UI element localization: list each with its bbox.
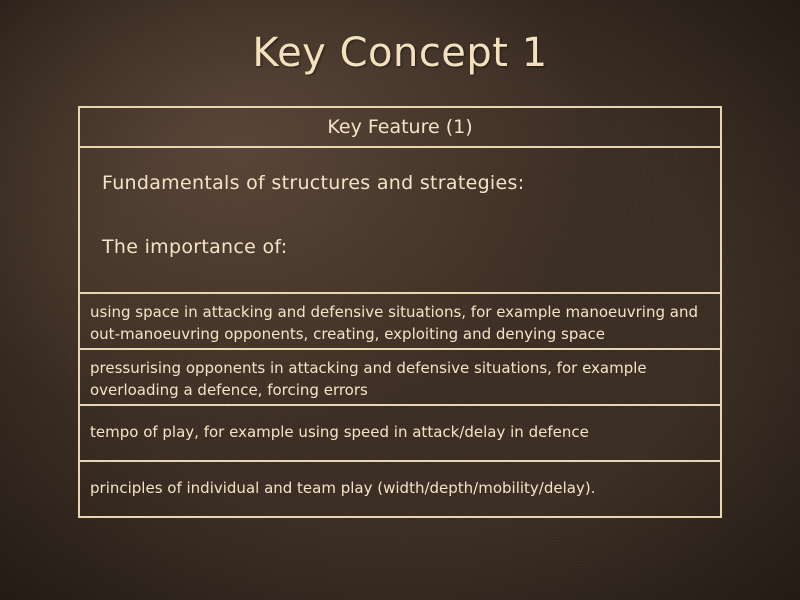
table-row-tempo: tempo of play, for example using speed in attack/delay in defence [80,406,720,462]
intro-cell [80,148,720,294]
table-header: Key Feature (1) [80,108,720,148]
table-row-pressurising: pressurising opponents in attacking and defensive situations, for example overloading a defence, forcing errors [80,350,720,406]
table-row-principles: principles of individual and team play (width/depth/mobility/delay). [90,479,596,497]
slide-title: Key Concept 1 [252,30,548,76]
intro-heading: Fundamentals of structures and strategies: [102,172,525,194]
key-feature-table [78,106,722,518]
table-row-space: using space in attacking and defensive situations, for example manoeuvring and out-manoeuvring opponents, creating, exploiting and denying space [80,294,720,350]
intro-subheading: The importance of: [102,236,288,258]
